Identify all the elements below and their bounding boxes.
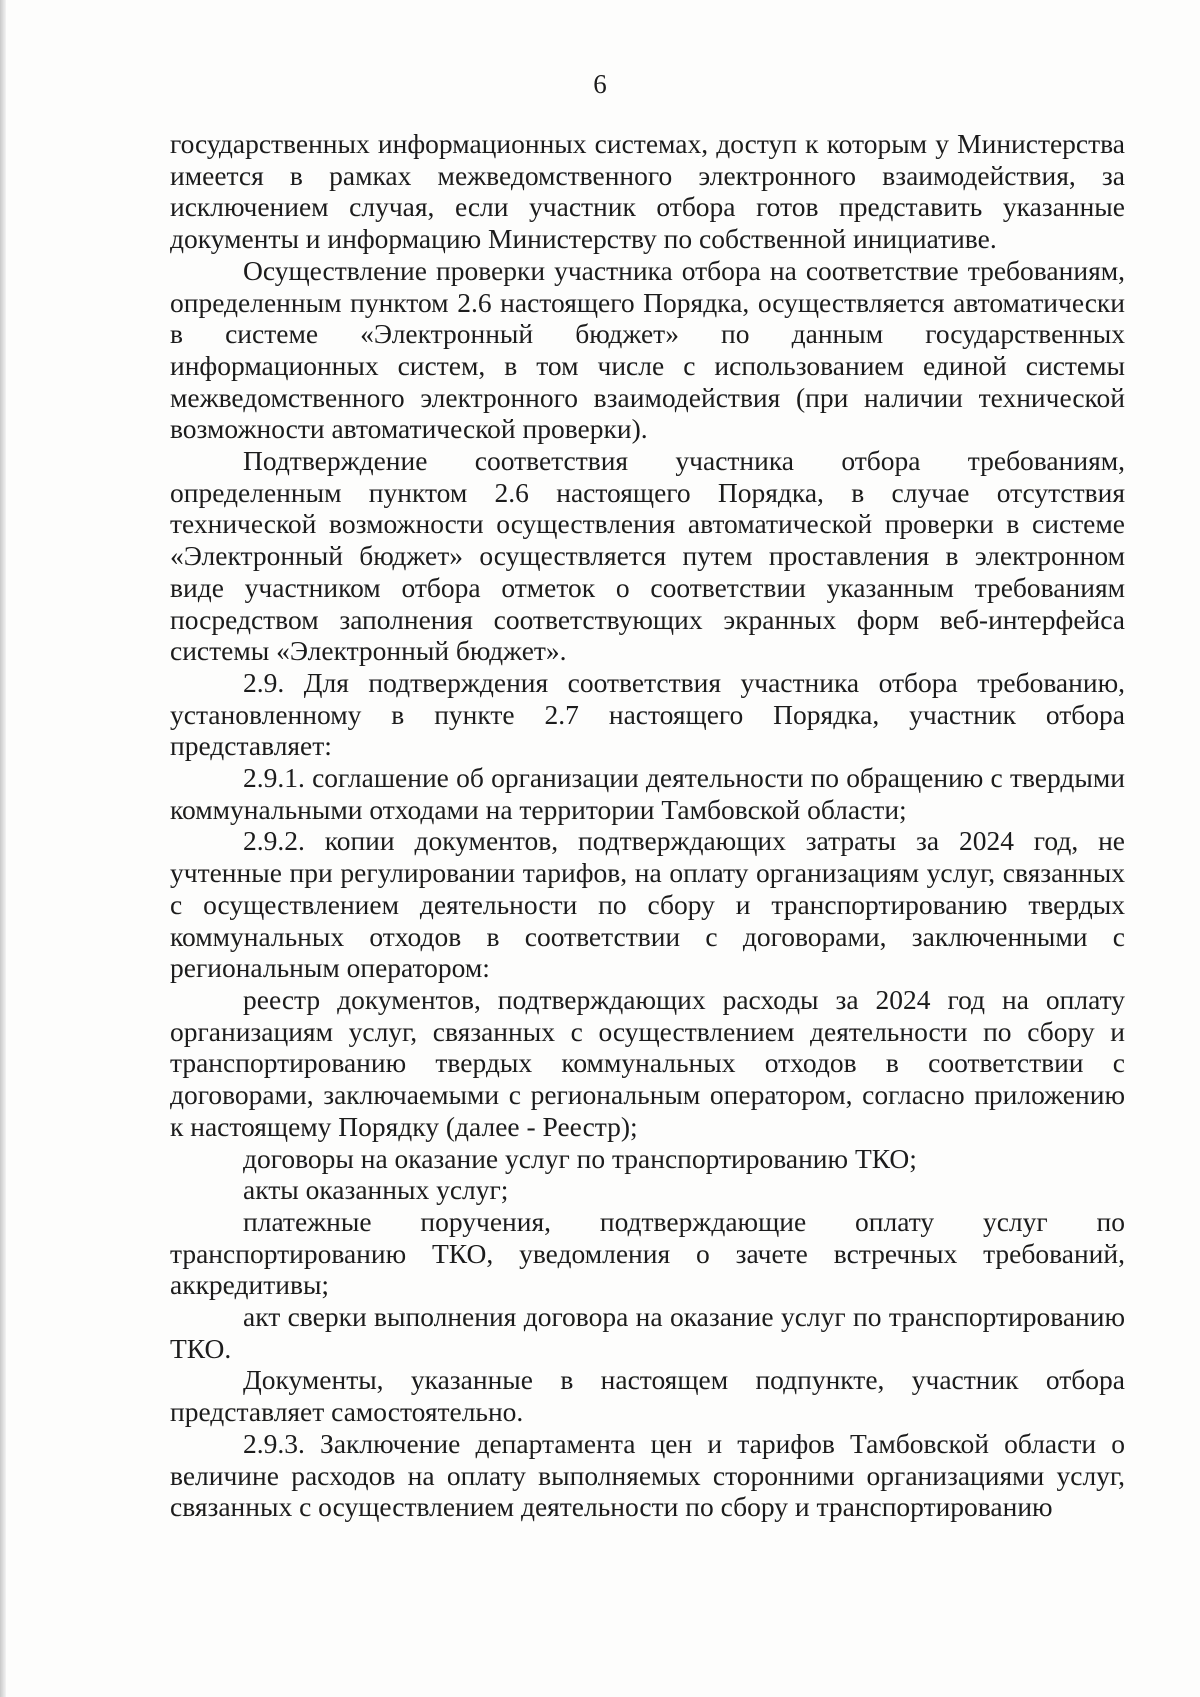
list-item-payment-orders: платежные поручения, подтверждающие оплату услуг по транспортированию ТКО, уведомления о зачете встречных требований, аккредитивы;	[170, 1205, 1125, 1301]
document-body	[170, 128, 1125, 1523]
clause-2-9-2: 2.9.2. копии документов, подтверждающих затраты за 2024 год, не учтенные при регулировании тарифов, на оплату организациям услуг, связанных с осуществлением деятельности по сбору и транспортированию твердых коммунальных отходов в соответствии с договорами, заключенными с региональным оператором:	[170, 825, 1125, 984]
paragraph-verification-manual: Подтверждение соответствия участника отбора требованиям, определенным пунктом 2.6 настоящего Порядка, в случае отсутствия технической возможности осуществления автоматической проверки в системе «Электронный бюджет» осуществляется путем проставления в электронном виде участником отбора отметок о соответствии указанным требованиям посредством заполнения соответствующих экранных форм веб-интерфейса системы «Электронный бюджет».	[170, 445, 1125, 667]
list-item-registry: реестр документов, подтверждающих расходы за 2024 год на оплату организациям услуг, связанных с осуществлением деятельности по сбору и транспортированию твердых коммунальных отходов в соответствии с договорами, заключаемыми с региональным оператором, согласно приложению к настоящему Порядку (далее - Реестр);	[170, 983, 1125, 1142]
clause-2-9-3: 2.9.3. Заключение департамента цен и тарифов Тамбовской области о величине расходов на оплату выполняемых сторонними организациями услуг, связанных с осуществлением деятельности по сбору и транспортированию	[170, 1427, 1125, 1523]
paragraph-verification-automatic: Осуществление проверки участника отбора на соответствие требованиям, определенным пунктом 2.6 настоящего Порядка, осуществляется автоматически в системе «Электронный бюджет» по данным государственных информационных систем, в том числе с использованием единой системы межведомственного электронного взаимодействия (при наличии технической возможности автоматической проверки).	[170, 254, 1125, 445]
list-item-acts: акты оказанных услуг;	[243, 1174, 509, 1206]
list-item-reconciliation-act: акт сверки выполнения договора на оказание услуг по транспортированию ТКО.	[170, 1301, 1125, 1364]
clause-2-9: 2.9. Для подтверждения соответствия участника отбора требованию, установленному в пункте 2.7 настоящего Порядка, участник отбора представляет:	[170, 666, 1125, 762]
clause-2-9-1: 2.9.1. соглашение об организации деятельности по обращению с твердыми коммунальными отходами на территории Тамбовской области;	[170, 762, 1125, 825]
page-number: 6	[593, 69, 607, 99]
paragraph-self-submission: Документы, указанные в настоящем подпункте, участник отбора представляет самостоятельно.	[170, 1364, 1125, 1428]
paragraph-continuation: государственных информационных системах, доступ к которым у Министерства имеется в рамках межведомственного электронного взаимодействия, за исключением случая, если участник отбора готов представить указанные документы и информацию Министерству по собственной инициативе.	[170, 128, 1125, 255]
list-item-contracts: договоры на оказание услуг по транспортированию ТКО;	[243, 1142, 917, 1174]
scan-edge	[0, 0, 6, 1697]
